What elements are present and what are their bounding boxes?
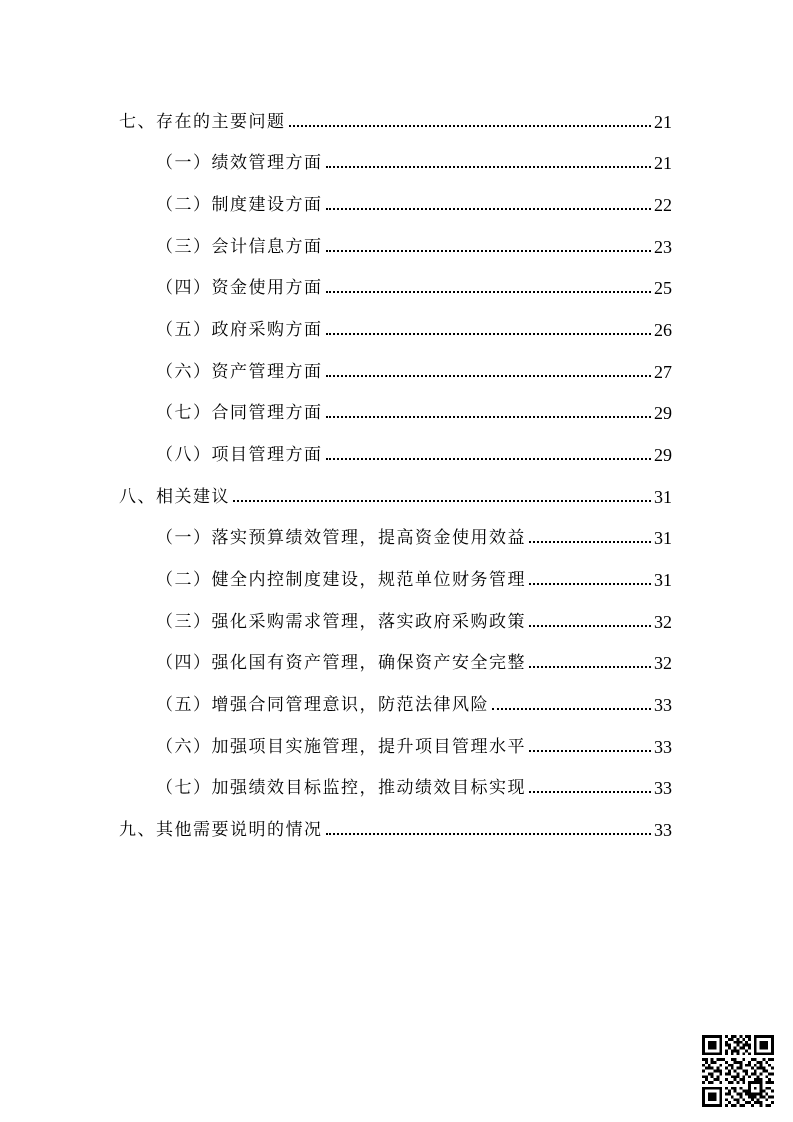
toc-dot-leader <box>326 416 652 418</box>
toc-entry-title: 九、其他需要说明的情况 <box>119 820 323 840</box>
toc-entry-title: （五）增强合同管理意识，防范法律风险 <box>156 695 489 715</box>
toc-entry[interactable] <box>156 144 672 174</box>
toc-entry-page: 22 <box>654 195 672 215</box>
toc-entry-page: 21 <box>654 112 672 132</box>
toc-entry[interactable] <box>156 228 672 258</box>
toc-entry[interactable] <box>156 728 672 758</box>
toc-dot-leader <box>233 500 651 502</box>
toc-entry[interactable] <box>156 561 672 591</box>
toc-entry-title: （四）资金使用方面 <box>156 278 323 298</box>
toc-entry[interactable] <box>156 519 672 549</box>
toc-dot-leader <box>529 625 651 627</box>
toc-entry[interactable] <box>156 186 672 216</box>
toc-entry-title: （六）资产管理方面 <box>156 362 323 382</box>
toc-entry-page: 32 <box>654 612 672 632</box>
toc-entry[interactable] <box>156 644 672 674</box>
toc-entry-page: 23 <box>654 237 672 257</box>
toc-entry-page: 33 <box>654 695 672 715</box>
toc-entry[interactable] <box>156 353 672 383</box>
toc-entry-page: 33 <box>654 737 672 757</box>
toc-entry-page: 27 <box>654 362 672 382</box>
toc-entry-page: 31 <box>654 570 672 590</box>
toc-entry-title: （七）加强绩效目标监控，推动绩效目标实现 <box>156 778 526 798</box>
toc-dot-leader <box>492 708 651 710</box>
toc-entry-page: 33 <box>654 820 672 840</box>
toc-dot-leader <box>529 666 651 668</box>
toc-entry[interactable] <box>119 811 672 841</box>
toc-dot-leader <box>529 750 651 752</box>
toc-entry-title: （五）政府采购方面 <box>156 320 323 340</box>
toc-dot-leader <box>326 333 652 335</box>
toc-dot-leader <box>289 125 652 127</box>
toc-entry-title: 八、相关建议 <box>119 487 230 507</box>
qr-code-icon <box>702 1035 774 1107</box>
toc-entry-page: 32 <box>654 653 672 673</box>
toc-entry-title: （四）强化国有资产管理，确保资产安全完整 <box>156 653 526 673</box>
toc-entry-page: 25 <box>654 278 672 298</box>
toc-entry-title: （一）绩效管理方面 <box>156 153 323 173</box>
toc-entry[interactable] <box>156 603 672 633</box>
toc-entry[interactable] <box>156 686 672 716</box>
toc-entry-title: （二）健全内控制度建设，规范单位财务管理 <box>156 570 526 590</box>
toc-entry-title: （一）落实预算绩效管理，提高资金使用效益 <box>156 528 526 548</box>
toc-entry[interactable] <box>156 436 672 466</box>
toc-entry[interactable] <box>156 394 672 424</box>
toc-entry-title: 七、存在的主要问题 <box>119 112 286 132</box>
toc-entry-page: 26 <box>654 320 672 340</box>
toc-dot-leader <box>326 208 652 210</box>
toc-dot-leader <box>529 791 651 793</box>
toc-dot-leader <box>326 166 652 168</box>
toc-entry[interactable] <box>119 478 672 508</box>
toc-dot-leader <box>326 833 652 835</box>
toc-entry[interactable] <box>156 269 672 299</box>
toc-dot-leader <box>326 375 652 377</box>
toc-dot-leader <box>529 583 651 585</box>
toc-entry-page: 29 <box>654 403 672 423</box>
toc-dot-leader <box>326 291 652 293</box>
toc-entry-page: 21 <box>654 153 672 173</box>
toc-entry-page: 31 <box>654 487 672 507</box>
toc-entry-title: （三）会计信息方面 <box>156 237 323 257</box>
toc-entry-page: 29 <box>654 445 672 465</box>
toc-entry-page: 31 <box>654 528 672 548</box>
toc-entry-title: （六）加强项目实施管理，提升项目管理水平 <box>156 737 526 757</box>
toc-dot-leader <box>529 541 651 543</box>
toc-entry[interactable] <box>156 311 672 341</box>
toc-dot-leader <box>326 250 652 252</box>
toc-dot-leader <box>326 458 652 460</box>
toc-entry-page: 33 <box>654 778 672 798</box>
toc-entry-title: （八）项目管理方面 <box>156 445 323 465</box>
toc-entry-title: （七）合同管理方面 <box>156 403 323 423</box>
toc-entry[interactable] <box>156 769 672 799</box>
toc-entry-title: （二）制度建设方面 <box>156 195 323 215</box>
toc-entry[interactable] <box>119 103 672 133</box>
toc-entry-title: （三）强化采购需求管理，落实政府采购政策 <box>156 612 526 632</box>
